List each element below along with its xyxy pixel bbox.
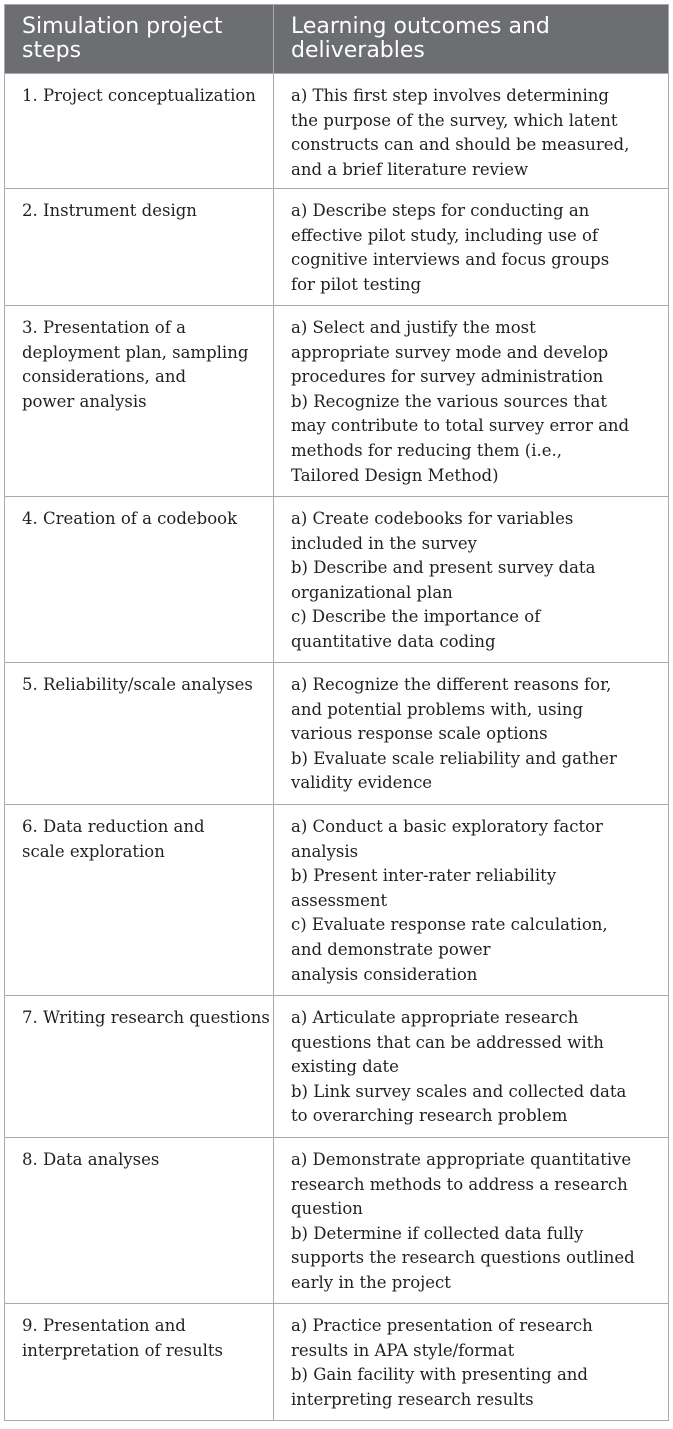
outcome-line: interpreting research results xyxy=(291,1389,534,1409)
outcome-line: existing date xyxy=(291,1057,399,1077)
table-header xyxy=(5,5,669,74)
outcome-line: the purpose of the survey, which latent xyxy=(291,110,618,130)
outcome-line: b) Evaluate scale reliability and gather xyxy=(291,748,617,768)
outcome-line: analysis consideration xyxy=(291,964,478,984)
step-line: 4. Creation of a codebook xyxy=(22,509,238,528)
table-row xyxy=(5,805,669,996)
outcome-line: for pilot testing xyxy=(291,274,422,294)
outcome-line: methods for reducing them (i.e., xyxy=(291,440,562,460)
step-line: power analysis xyxy=(22,391,147,411)
outcome-line: questions that can be addressed with xyxy=(291,1032,604,1052)
header-line: Learning outcomes and xyxy=(291,14,550,39)
outcome-line: question xyxy=(291,1199,363,1219)
outcome-line: a) Practice presentation of research xyxy=(291,1316,593,1335)
outcome-line: c) Describe the importance of xyxy=(291,607,541,627)
outcome-line: a) Conduct a basic exploratory factor xyxy=(291,817,603,836)
outcomes-cell xyxy=(274,996,669,1138)
outcome-line: a) Select and justify the most xyxy=(291,318,536,337)
table-row xyxy=(5,996,669,1138)
outcome-line: b) Determine if collected data fully xyxy=(291,1223,584,1243)
table-row xyxy=(5,306,669,497)
step-line: 8. Data analyses xyxy=(22,1150,160,1169)
outcomes-cell xyxy=(274,663,669,805)
outcome-line: a) Create codebooks for variables xyxy=(291,509,574,528)
step-line: 6. Data reduction and xyxy=(22,817,205,836)
outcome-line: early in the project xyxy=(291,1272,451,1292)
step-line: considerations, and xyxy=(22,367,187,387)
outcome-line: may contribute to total survey error and xyxy=(291,416,630,436)
outcome-line: supports the research questions outlined xyxy=(291,1248,635,1268)
table-row xyxy=(5,189,669,306)
step-line: 3. Presentation of a xyxy=(22,318,186,337)
outcome-line: analysis xyxy=(291,841,359,861)
outcome-line: cognitive interviews and focus groups xyxy=(291,250,610,270)
header-row xyxy=(5,5,669,74)
outcome-line: organizational plan xyxy=(291,582,453,602)
step-line: 9. Presentation and xyxy=(22,1316,186,1335)
outcome-line: a) This first step involves determining xyxy=(291,86,609,105)
outcomes-cell xyxy=(274,189,669,306)
outcome-line: Tailored Design Method) xyxy=(291,465,499,485)
header-line: deliverables xyxy=(291,38,425,63)
outcome-line: a) Demonstrate appropriate quantitative xyxy=(291,1150,632,1169)
step-line: 7. Writing research questions xyxy=(22,1008,270,1027)
step-cell xyxy=(5,306,274,497)
outcome-line: validity evidence xyxy=(291,773,433,793)
step-line: interpretation of results xyxy=(22,1340,223,1360)
step-cell xyxy=(5,805,274,996)
outcome-line: and potential problems with, using xyxy=(291,699,584,719)
table-body xyxy=(5,74,669,1421)
outcome-line: and a brief literature review xyxy=(291,159,529,179)
table-row xyxy=(5,1138,669,1304)
outcome-line: procedures for survey administration xyxy=(291,367,604,387)
outcome-line: included in the survey xyxy=(291,533,477,553)
step-cell xyxy=(5,996,274,1138)
outcomes-cell xyxy=(274,1304,669,1421)
step-cell xyxy=(5,1304,274,1421)
outcome-line: c) Evaluate response rate calculation, xyxy=(291,915,608,935)
step-cell xyxy=(5,189,274,306)
outcome-line: a) Describe steps for conducting an xyxy=(291,201,590,220)
table-row xyxy=(5,1304,669,1421)
outcome-line: to overarching research problem xyxy=(291,1106,568,1126)
outcome-line: b) Link survey scales and collected data xyxy=(291,1081,627,1101)
outcome-line: various response scale options xyxy=(291,724,548,744)
outcome-line: effective pilot study, including use of xyxy=(291,225,599,245)
outcomes-cell xyxy=(274,74,669,189)
outcome-line: b) Present inter-rater reliability xyxy=(291,866,557,886)
step-cell xyxy=(5,663,274,805)
outcome-line: b) Describe and present survey data xyxy=(291,558,596,578)
step-line: 5. Reliability/scale analyses xyxy=(22,675,253,694)
outcome-line: constructs can and should be measured, xyxy=(291,135,630,155)
header-line: steps xyxy=(22,38,82,63)
step-line: 2. Instrument design xyxy=(22,201,197,220)
outcome-line: a) Articulate appropriate research xyxy=(291,1008,579,1027)
step-line: deployment plan, sampling xyxy=(22,342,249,362)
outcomes-cell xyxy=(274,497,669,663)
step-cell xyxy=(5,74,274,189)
outcome-line: results in APA style/format xyxy=(291,1340,515,1360)
outcome-line: b) Recognize the various sources that xyxy=(291,391,607,411)
outcomes-cell xyxy=(274,306,669,497)
step-line: scale exploration xyxy=(22,841,165,861)
header-steps xyxy=(5,5,274,74)
table-row xyxy=(5,663,669,805)
table xyxy=(4,4,669,1421)
table-row xyxy=(5,497,669,663)
outcome-line: appropriate survey mode and develop xyxy=(291,342,609,362)
outcome-line: and demonstrate power xyxy=(291,939,491,959)
table-row xyxy=(5,74,669,189)
step-line: 1. Project conceptualization xyxy=(22,86,256,105)
outcome-line: a) Recognize the different reasons for, xyxy=(291,675,612,694)
outcome-line: quantitative data coding xyxy=(291,631,496,651)
outcome-line: research methods to address a research xyxy=(291,1174,628,1194)
simulation-project-table xyxy=(4,4,668,1421)
outcome-line: b) Gain facility with presenting and xyxy=(291,1365,588,1385)
outcome-line: assessment xyxy=(291,890,388,910)
step-cell xyxy=(5,1138,274,1304)
step-cell xyxy=(5,497,274,663)
outcomes-cell xyxy=(274,1138,669,1304)
header-line: Simulation project xyxy=(22,14,223,39)
outcomes-cell xyxy=(274,805,669,996)
header-outcomes xyxy=(274,5,669,74)
